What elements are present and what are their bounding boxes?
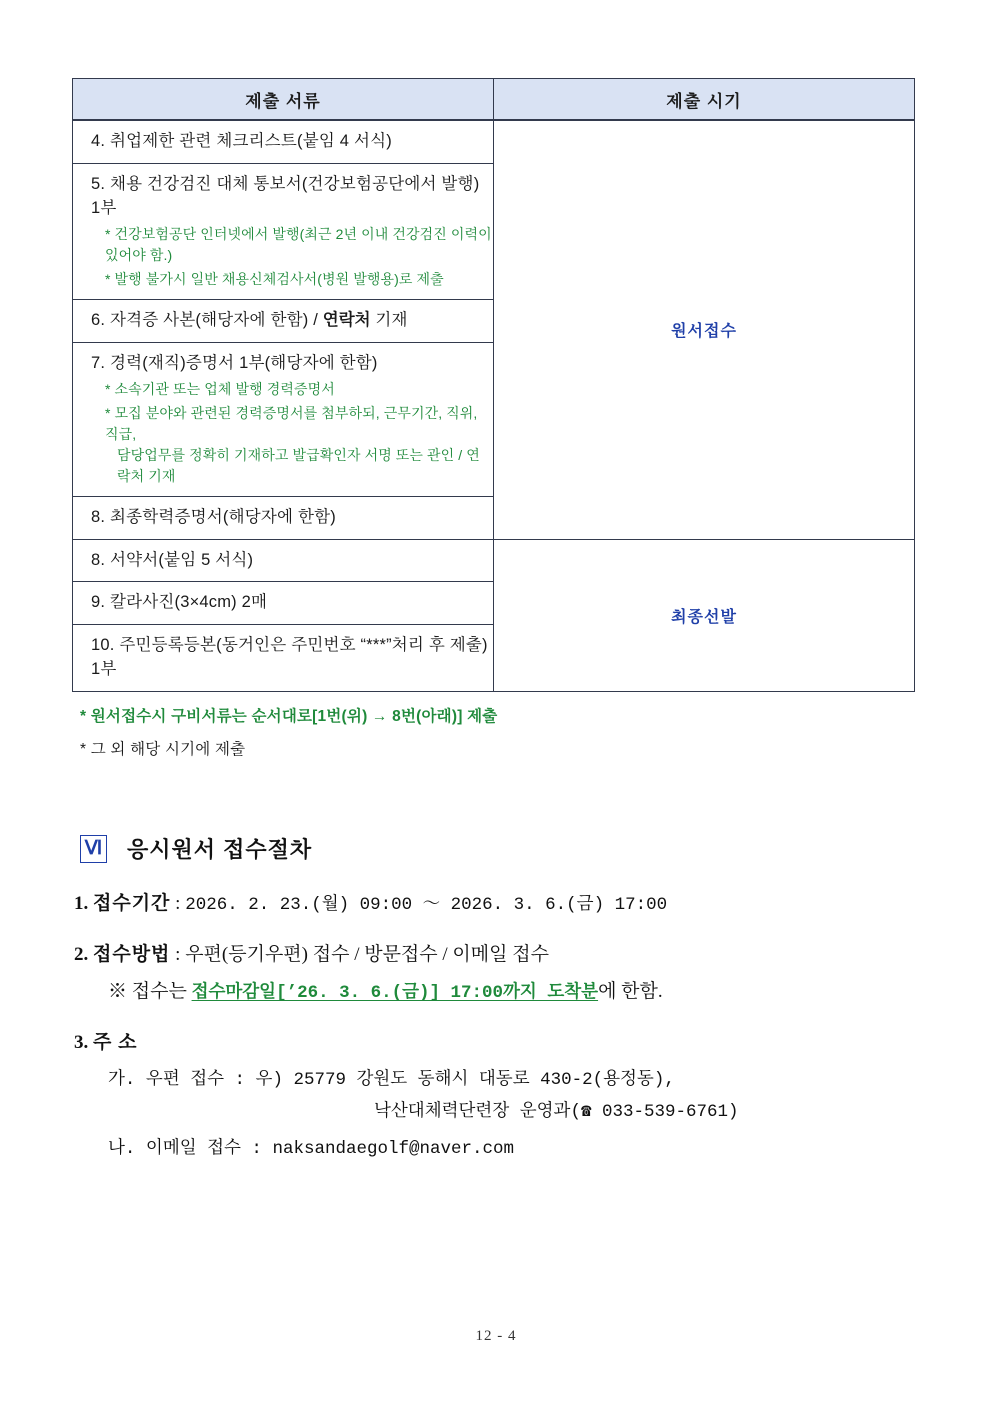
subnote-suffix: 에 한함. bbox=[598, 981, 663, 1003]
item-label: 주 소 bbox=[93, 1031, 138, 1053]
subnote-prefix: ※ 접수는 bbox=[108, 981, 192, 1003]
list-item bbox=[74, 941, 920, 1007]
item-subnote bbox=[108, 978, 920, 1007]
document-text: 5. 채용 건강검진 대체 통보서(건강보험공단에서 발행) 1부 bbox=[91, 174, 480, 217]
required-documents-table bbox=[72, 78, 915, 692]
note-other-timing: * 그 외 해당 시기에 제출 bbox=[80, 741, 246, 759]
document-cell bbox=[73, 625, 494, 692]
item-label: 접수기간 bbox=[93, 893, 171, 915]
document-cell bbox=[73, 342, 494, 496]
document-subnote-line1: * 모집 분야와 관련된 경력증명서를 첨부하되, 근무기간, 직위, 직급, bbox=[105, 404, 478, 442]
list-item bbox=[74, 890, 920, 919]
page-number: 12 - 4 bbox=[475, 1328, 517, 1344]
table-header bbox=[73, 79, 915, 121]
document-cell bbox=[73, 299, 494, 342]
document-text: 4. 취업제한 관련 체크리스트(붙임 4 서식) bbox=[91, 132, 392, 150]
table-row bbox=[73, 539, 915, 582]
stage-cell-final-selection: 최종선발 bbox=[494, 539, 915, 692]
item-number: 1. bbox=[74, 893, 89, 915]
table-header-row bbox=[73, 79, 915, 121]
column-header-timing: 제출 시기 bbox=[494, 79, 915, 121]
document-cell bbox=[73, 539, 494, 582]
document-subnote bbox=[105, 403, 493, 487]
document-text-bold: 연락처 bbox=[322, 310, 371, 329]
item-number: 3. bbox=[74, 1031, 89, 1053]
document-subnote: * 발행 불가시 일반 채용신체검사서(병원 발행용)로 제출 bbox=[105, 270, 444, 287]
address-postal-line: 가. 우편 접수 : 우) 25779 강원도 동해시 대동로 430-2(용정동), bbox=[108, 1070, 675, 1091]
document-text: 10. 주민등록등본(동거인은 주민번호 “***”처리 후 제출) 1부 bbox=[91, 636, 488, 679]
section-heading bbox=[72, 833, 920, 864]
section-title: 응시원서 접수절차 bbox=[127, 837, 313, 863]
document-text: 8. 최종학력증명서(해당자에 한함) bbox=[91, 507, 336, 526]
table-body bbox=[73, 120, 915, 692]
item-number: 2. bbox=[74, 943, 89, 965]
item-separator: : bbox=[170, 893, 186, 915]
document-text-pre: 6. 자격증 사본(해당자에 한함) / bbox=[91, 310, 323, 329]
item-value: 우편(등기우편) 접수 / 방문접수 / 이메일 접수 bbox=[185, 943, 549, 965]
document-subnote: * 건강보험공단 인터넷에서 발행(최근 2년 이내 건강검진 이력이 있어야 함.) bbox=[105, 225, 492, 263]
document-subnote-line2: 담당업무를 정확히 기재하고 발급확인자 서명 또는 관인 / 연락처 기재 bbox=[117, 446, 480, 484]
document-cell bbox=[73, 582, 494, 625]
document-text: 7. 경력(재직)증명서 1부(해당자에 한함) bbox=[91, 353, 378, 372]
stage-cell-application: 원서접수 bbox=[494, 120, 915, 539]
table-row bbox=[73, 120, 915, 163]
address-office-line: 낙산대체력단련장 운영과(☎ 033-539-6761) bbox=[374, 1102, 739, 1123]
document-text: 8. 서약서(붙임 5 서식) bbox=[91, 550, 254, 569]
item-separator: : bbox=[170, 943, 186, 965]
page-footer bbox=[0, 1328, 992, 1345]
item-label: 접수방법 bbox=[93, 943, 171, 965]
document-cell bbox=[73, 120, 494, 163]
document-text-post: 기재 bbox=[370, 310, 408, 329]
note-order-submission: * 원서접수시 구비서류는 순서대로[1번(위) → 8번(아래)] 제출 bbox=[80, 708, 498, 726]
document-cell bbox=[73, 163, 494, 299]
subnote-deadline: 접수마감일[’26. 3. 6.(금)] 17:00까지 도착분 bbox=[191, 983, 599, 1004]
document-text: 9. 칼라사진(3×4cm) 2매 bbox=[91, 593, 268, 612]
list-item bbox=[74, 1029, 920, 1162]
document-subnote: * 소속기관 또는 업체 발행 경력증명서 bbox=[105, 380, 335, 397]
section-number-badge: Ⅵ bbox=[80, 835, 107, 863]
column-header-documents: 제출 서류 bbox=[73, 79, 494, 121]
item-value: 2026. 2. 23.(월) 09:00 ～ 2026. 3. 6.(금) 17:00 bbox=[185, 895, 668, 916]
address-email-line: 나. 이메일 접수 : naksandaegolf@naver.com bbox=[108, 1138, 514, 1159]
application-procedure-list bbox=[72, 890, 920, 1162]
document-cell bbox=[73, 496, 494, 539]
table-notes bbox=[72, 704, 920, 759]
